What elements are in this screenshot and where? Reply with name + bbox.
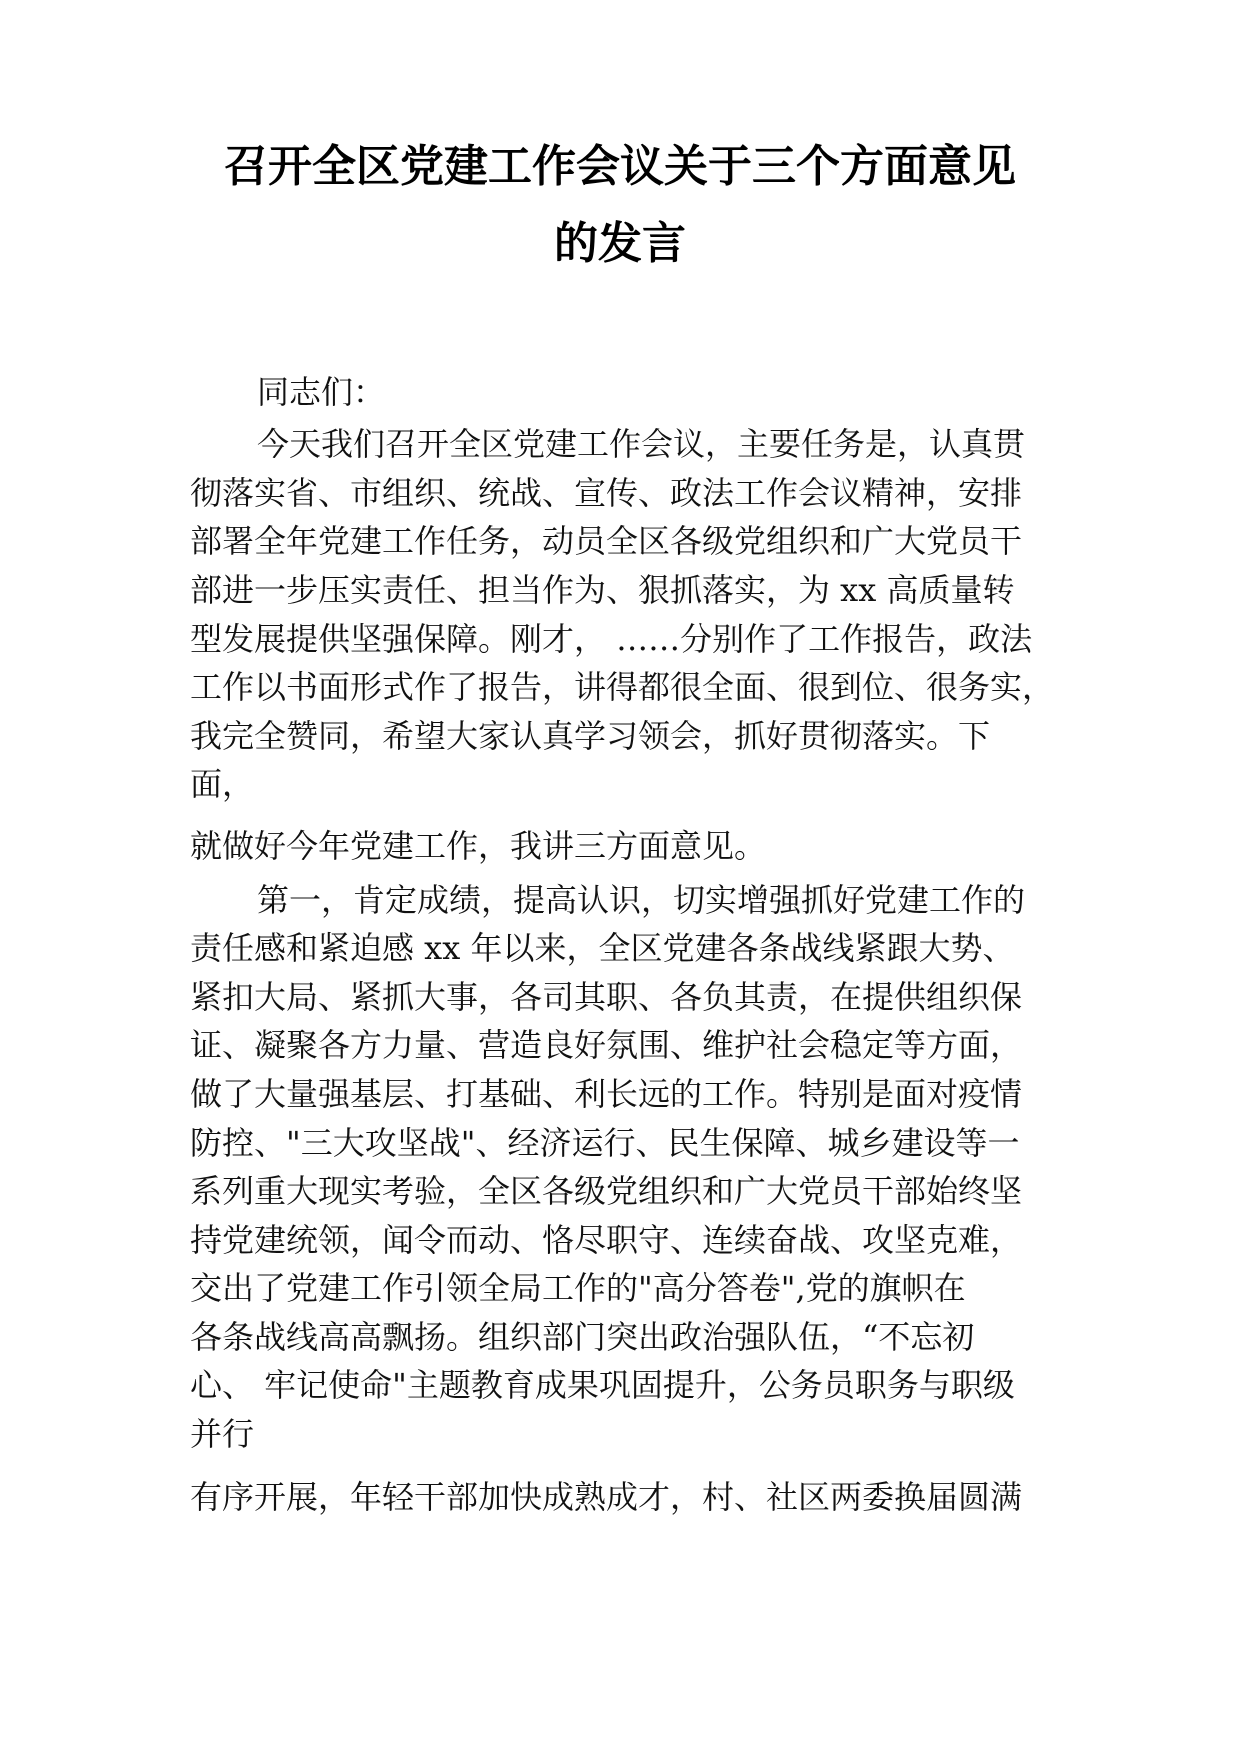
- paragraph-line: 持党建统领，闻令而动、恪尽职守、连续奋战、攻坚克难，: [190, 1221, 1023, 1259]
- paragraph-line: 部署全年党建工作任务，动员全区各级党组织和广大党员干: [190, 522, 1023, 560]
- salutation: 同志们：: [257, 373, 386, 411]
- paragraph-line: 并行: [190, 1415, 255, 1453]
- paragraph-line: 防控、"三大攻坚战"、经济运行、民生保障、城乡建设等一: [190, 1124, 1020, 1162]
- title-line-2: 的发言: [554, 218, 686, 269]
- paragraph-line: 面，: [190, 765, 255, 803]
- paragraph-line: 紧扣大局、紧抓大事，各司其职、各负其责，在提供组织保: [190, 978, 1023, 1016]
- paragraph-line: 有序开展，年轻干部加快成熟成才，村、社区两委换届圆满: [190, 1478, 1023, 1516]
- paragraph-line: 就做好今年党建工作，我讲三方面意见。: [190, 827, 767, 865]
- paragraph-line: 心、 牢记使命"主题教育成果巩固提升，公务员职务与职级: [190, 1366, 1015, 1404]
- paragraph-line: 部进一步压实责任、担当作为、狠抓落实，为 xx 高质量转: [190, 571, 1015, 609]
- paragraph-line: 工作以书面形式作了报告，讲得都很全面、很到位、很务实，: [190, 668, 1055, 706]
- paragraph-line: 我完全赞同，希望大家认真学习领会，抓好贯彻落实。下: [190, 717, 991, 755]
- paragraph-line: 第一，肯定成绩，提高认识，切实增强抓好党建工作的: [257, 881, 1026, 919]
- paragraph-line: 系列重大现实考验，全区各级党组织和广大党员干部始终坚: [190, 1172, 1023, 1210]
- paragraph-line: 责任感和紧迫感 xx 年以来，全区党建各条战线紧跟大势、: [190, 929, 1015, 967]
- paragraph-line: 各条战线高高飘扬。组织部门突出政治强队伍，“不忘初: [190, 1318, 975, 1356]
- title-line-1: 召开全区党建工作会议关于三个方面意见: [224, 141, 1016, 192]
- paragraph-line: 证、凝聚各方力量、营造良好氛围、维护社会稳定等方面，: [190, 1026, 1023, 1064]
- paragraph-line: 今天我们召开全区党建工作会议，主要任务是，认真贯: [257, 425, 1026, 463]
- paragraph-line: 做了大量强基层、打基础、利长远的工作。特别是面对疫情: [190, 1075, 1023, 1113]
- paragraph-line: 交出了党建工作引领全局工作的"高分答卷",党的旗帜在: [190, 1269, 966, 1307]
- paragraph-line: 彻落实省、市组织、统战、宣传、政法工作会议精神，安排: [190, 474, 1023, 512]
- paragraph-line: 型发展提供坚强保障。刚才， ……分别作了工作报告，政法: [190, 620, 1033, 658]
